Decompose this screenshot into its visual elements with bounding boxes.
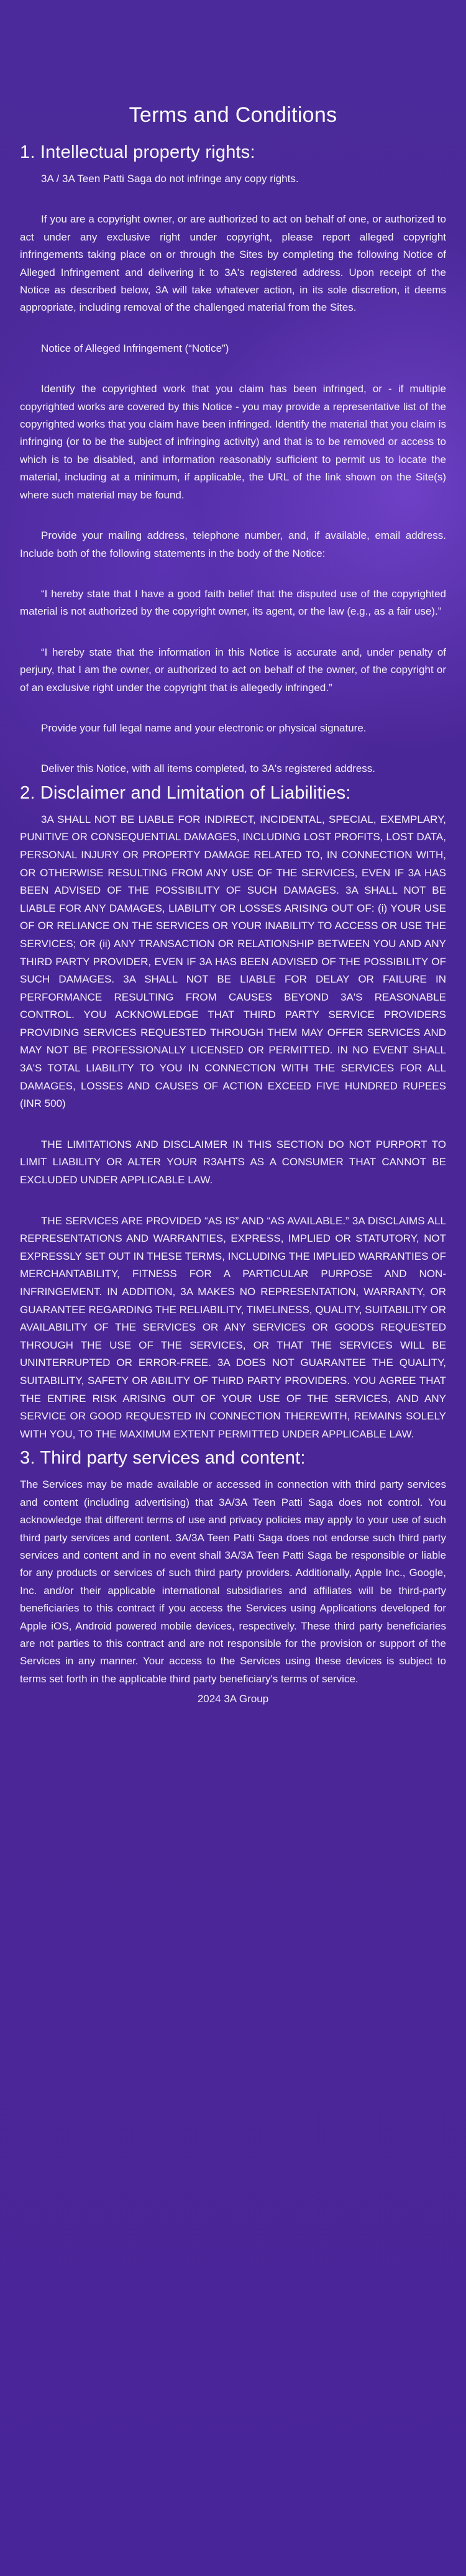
section-disclaimer [20, 783, 446, 1444]
paragraph: THE LIMITATIONS AND DISCLAIMER IN THIS SECTION DO NOT PURPORT TO LIMIT LIABILITY OR ALTER YOUR R3AHTS AS A CONSUMER THAT CANNOT BE EXCLUDED UNDER APPLICABLE LAW. [20, 1138, 446, 1186]
paragraph: Provide your mailing address, telephone number, and, if available, email address. Include both of the following statements in the body of the Notice: [20, 529, 446, 559]
paragraph: Notice of Alleged Infringement (“Notice”) [41, 342, 229, 354]
footer-copyright: 2024 3A Group [197, 1693, 269, 1705]
paragraph: THE SERVICES ARE PROVIDED “AS IS” AND “AS AVAILABLE.” 3A DISCLAIMS ALL REPRESENTATIONS AND WARRANTIES, EXPRESS, IMPLIED OR STATUTORY, NOT EXPRESSLY SET OUT IN THESE TERMS, INCLUDING THE IMPLIED WARRANTIES OF MERCHANTABILITY, FITNESS FOR A PARTICULAR PURPOSE AND NON-INFRINGEMENT. IN ADDITION, 3A MAKES NO REPRESENTATION, WARRANTY, OR GUARANTEE REGARDING THE RELIABILITY, TIMELINESS, QUALITY, SUITABILITY OR AVAILABILITY OF THE SERVICES OR ANY SERVICES OR GOODS REQUESTED THROUGH THE USE OF THE SERVICES, OR THAT THE SERVICES WILL BE UNINTERRUPTED OR ERROR-FREE. 3A DOES NOT GUARANTEE THE QUALITY, SUITABILITY, SAFETY OR ABILITY OF THIRD PARTY PROVIDERS. YOU AGREE THAT THE ENTIRE RISK ARISING OUT OF YOUR USE OF THE SERVICES, AND ANY SERVICE OR GOOD REQUESTED IN CONNECTION THEREWITH, REMAINS SOLELY WITH YOU, TO THE MAXIMUM EXTENT PERMITTED UNDER APPLICABLE LAW. [20, 1214, 446, 1440]
paragraph: “I hereby state that the information in this Notice is accurate and, under penalty of perjury, that I am the owner, or authorized to act on behalf of the owner, of the copyright or of an exclusive right under the copyright that is allegedly infringed.” [20, 646, 446, 694]
section-heading: 3. Third party services and content: [20, 1448, 306, 1469]
section-intellectual-property [20, 142, 446, 778]
paragraph: If you are a copyright owner, or are authorized to act on behalf of one, or authorized to act under any exclusive right under copyright, please report alleged copyright infringements taking place on or through the Sites by completing the following Notice of Alleged Infringement and delivering it to 3A's registered address. Upon receipt of the Notice as described below, 3A will take whatever action, in its sole discretion, it deems appropriate, including removal of the challenged material from the Sites. [20, 213, 446, 314]
page-title: Terms and Conditions [129, 103, 337, 127]
paragraph: Provide your full legal name and your electronic or physical signature. [41, 722, 367, 734]
section-heading: 1. Intellectual property rights: [20, 142, 255, 162]
section-third-party [20, 1448, 446, 1688]
paragraph: 3A / 3A Teen Patti Saga do not infringe any copy rights. [41, 173, 299, 185]
paragraph: Deliver this Notice, with all items completed, to 3A's registered address. [41, 763, 376, 775]
section-heading: 2. Disclaimer and Limitation of Liabilities: [20, 782, 351, 803]
paragraph: “I hereby state that I have a good faith belief that the disputed use of the copyrighted material is not authorized by the copyright owner, its agent, or the law (e.g., as a fair use).” [20, 587, 446, 618]
paragraph: 3A SHALL NOT BE LIABLE FOR INDIRECT, INCIDENTAL, SPECIAL, EXEMPLARY, PUNITIVE OR CONSEQUENTIAL DAMAGES, INCLUDING LOST PROFITS, LOST DATA, PERSONAL INJURY OR PROPERTY DAMAGE RELATED TO, IN CONNECTION WITH, OR OTHERWISE RESULTING FROM ANY USE OF THE SERVICES, EVEN IF 3A HAS BEEN ADVISED OF THE POSSIBILITY OF SUCH DAMAGES. 3A SHALL NOT BE LIABLE FOR ANY DAMAGES, LIABILITY OR LOSSES ARISING OUT OF: (i) YOUR USE OF OR RELIANCE ON THE SERVICES OR YOUR INABILITY TO ACCESS OR USE THE SERVICES; OR (ii) ANY TRANSACTION OR RELATIONSHIP BETWEEN YOU AND ANY THIRD PARTY PROVIDER, EVEN IF 3A HAS BEEN ADVISED OF THE POSSIBILITY OF SUCH DAMAGES. 3A SHALL NOT BE LIABLE FOR DELAY OR FAILURE IN PERFORMANCE RESULTING FROM CAUSES BEYOND 3A'S REASONABLE CONTROL. YOU ACKNOWLEDGE THAT THIRD PARTY SERVICE PROVIDERS PROVIDING SERVICES REQUESTED THROUGH THEM MAY OFFER SERVICES AND MAY NOT BE PROFESSIONALLY LICENSED OR PERMITTED. IN NO EVENT SHALL 3A'S TOTAL LIABILITY TO YOU IN CONNECTION WITH THE SERVICES FOR ALL DAMAGES, LOSSES AND CAUSES OF ACTION EXCEED FIVE HUNDRED RUPEES (INR 500) [20, 813, 446, 1110]
paragraph: The Services may be made available or accessed in connection with third party services and content (including advertising) that 3A/3A Teen Patti Saga does not control. You acknowledge that different terms of use and privacy policies may apply to your use of such third party services and content. 3A/3A Teen Patti Saga does not endorse such third party services and content and in no event shall 3A/3A Teen Patti Saga be responsible or liable for any products or services of such third party providers. Additionally, Apple Inc., Google, Inc. and/or their applicable international subsidiaries and affiliates will be third-party beneficiaries to this contract if you access the Services using Applications developed for Apple iOS, Android powered mobile devices, respectively. These third party beneficiaries are not parties to this contract and are not responsible for the provision or support of the Services in any manner. Your access to the Services using these devices is subject to terms set forth in the applicable third party beneficiary's terms of service. [20, 1478, 446, 1685]
paragraph: Identify the copyrighted work that you claim has been infringed, or - if multiple copyrighted works are covered by this Notice - you may provide a representative list of the copyrighted works that you claim have been infringed. Identify the material that you claim is infringing (or to be the subject of infringing activity) and that is to be removed or access to which is to be disabled, and information reasonably sufficient to permit us to locate the material, including at a minimum, if applicable, the URL of the link shown on the Site(s) where such material may be found. [20, 383, 446, 501]
